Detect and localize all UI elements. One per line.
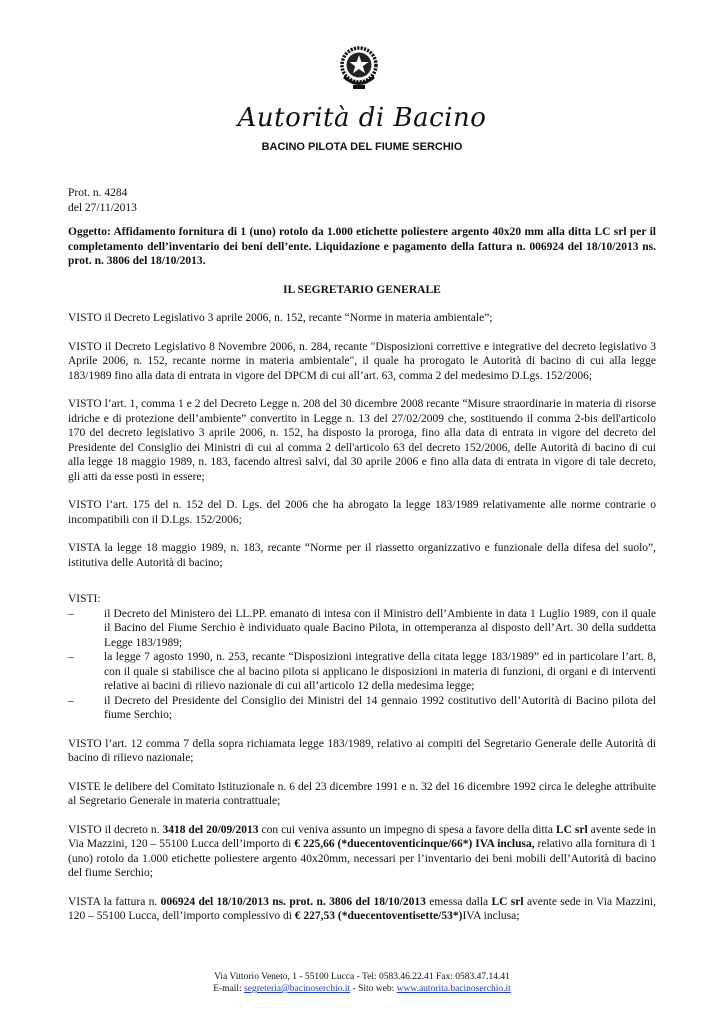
invoice-number: 006924 del 18/10/2013 ns. prot. n. 3806 del 18/10/2013 xyxy=(160,895,426,908)
email-link[interactable]: segreteria@bacinoserchio.it xyxy=(244,984,351,994)
amount: € 227,53 (*duecentoventisette/53*) xyxy=(294,910,463,922)
italian-republic-emblem-icon xyxy=(338,44,380,94)
company-name: LC srl xyxy=(555,823,588,836)
paragraph: VISTO l’art. 12 comma 7 della sopra richiamata legge 183/1989, relativo ai compiti del Segretario Generale delle Autorità di bacino di rilievo nazionale; xyxy=(68,737,656,764)
list-item: – il Decreto del Presidente del Consiglio dei Ministri del 14 gennaio 1992 costitutivo dell’Autorità di Bacino pilota del fiume Serchio; xyxy=(68,694,656,723)
authority-subtitle: BACINO PILOTA DEL FIUME SERCHIO xyxy=(261,141,463,153)
decreto-number: 3418 del 20/09/2013 xyxy=(162,823,259,836)
paragraph: VISTA la legge 18 maggio 1989, n. 183, recante “Norme per il riassetto organizzativo e funzionale della difesa del suolo”, istitutiva delle Autorità di bacino; xyxy=(68,542,656,569)
protocol-number: Prot. n. 4284 xyxy=(68,187,128,199)
visti-label: VISTI: xyxy=(68,593,101,605)
subject-paragraph: Oggetto: Affidamento fornitura di 1 (uno) rotolo da 1.000 etichette poliestere argento 40x20 mm alla ditta LC srl per il completamento dell’inventario dei beni dell’ente. Liquidazione e pagamento della fattura n. 006924 del 18/10/2013 ns. prot. n. 3806 del 18/10/2013. xyxy=(68,226,656,267)
authority-title: Autorità di Bacino xyxy=(237,103,487,133)
protocol-date: del 27/11/2013 xyxy=(68,202,137,214)
website-link[interactable]: www.autorita.bacinoserchio.it xyxy=(396,984,511,994)
protocol-block xyxy=(68,186,137,216)
fattura-paragraph: VISTA la fattura n. 006924 del 18/10/2013 ns. prot. n. 3806 del 18/10/2013 emessa dalla LC srl avente sede in Via Mazzini, 120 – 55100 Lucca, dell’importo complessivo di € 227,53 (*duecentoventisette/53*)IVA inclusa; xyxy=(68,895,656,922)
footer xyxy=(0,971,724,995)
footer-contacts: E-mail: segreteria@bacinoserchio.it - Sito web: www.autorita.bacinoserchio.it xyxy=(213,984,511,994)
footer-address: Via Vittorio Veneto, 1 - 55100 Lucca - Tel: 0583.46.22.41 Fax: 0583.47.14.41 xyxy=(214,972,510,982)
paragraph: VISTO il Decreto Legislativo 3 aprile 2006, n. 152, recante “Norme in materia ambientale”; xyxy=(68,312,493,324)
paragraph: VISTO l’art. 175 del n. 152 del D. Lgs. del 2006 che ha abrogato la legge 183/1989 relativamente alle norme contrarie o incompatibili con il D.Lgs. 152/2006; xyxy=(68,499,656,526)
paragraph: VISTO il Decreto Legislativo 8 Novembre 2006, n. 284, recante "Disposizioni correttive e integrative del decreto legislativo 3 Aprile 2006, n. 152, recante norme in materia ambientale", il quale ha prorogato le Autorità di bacino di cui alla legge 183/1989 fino alla data di entrata in vigore del DPCM di cui all’art. 63, comma 2 del medesimo D.Lgs. 152/2006; xyxy=(68,340,656,382)
document-body xyxy=(68,225,656,938)
section-heading: IL SEGRETARIO GENERALE xyxy=(283,283,441,296)
company-name: LC srl xyxy=(491,895,524,908)
list-item: – il Decreto del Ministero dei LL.PP. emanato di intesa con il Ministro dell’Ambiente in data 1 Luglio 1989, con il quale il Bacino del Fiume Serchio è individuato quale Bacino Pilota, in ottemperanza al disposto dell’Art. 30 della suddetta Legge 183/1989; xyxy=(68,607,656,651)
visti-list xyxy=(68,607,656,723)
paragraph: VISTO l’art. 1, comma 1 e 2 del Decreto Legge n. 208 del 30 dicembre 2008 recante “Misure straordinarie in materia di risorse idriche e di protezione dell’ambiente” convertito in Legge n. 13 del 27/02/2009 che, sostituendo il comma 2-bis dell'articolo 170 del decreto legislativo 3 aprile 2006, n. 152, ha disposto la proroga, fino alla data di entrata in vigore del decreto del Presidente del Consiglio dei Ministri di cui al comma 2 dell'articolo 63 del decreto 152/2006, delle Autorità di bacino di cui alla legge 18 maggio 1989, n. 183, facendo altresì salvi, dal 30 aprile 2006 e fino alla data di entrata in vigore di tale decreto, gli atti da esse posti in essere; xyxy=(68,398,656,483)
list-item: – la legge 7 agosto 1990, n. 253, recante “Disposizioni integrative della citata legge 183/1989” ed in particolare l’art. 8, con il quale si stabilisce che al bacino pilota si applicano le disposizioni in materia di funzioni, di organi e di interventi relative ai bacini di rilievo nazionale di cui all’articolo 12 della medesima legge; xyxy=(68,650,656,694)
paragraph: VISTE le delibere del Comitato Istituzionale n. 6 del 23 dicembre 1991 e n. 32 del 16 dicembre 1992 circa le deleghe attribuite al Segretario Generale in materia contrattuale; xyxy=(68,780,656,807)
amount: € 225,66 (*duecentoventicinque/66*) IVA inclusa, xyxy=(294,838,535,850)
decreto-paragraph: VISTO il decreto n. 3418 del 20/09/2013 con cui veniva assunto un impegno di spesa a favore della ditta LC srl avente sede in Via Mazzini, 120 – 55100 Lucca dell’importo di € 225,66 (*duecentoventicinque/66*) IVA inclusa, relativo alla fornitura di 1 (uno) rotolo da 1.000 etichette poliestere argento 40x20mm, necessari per l’inventario dei beni mobili dell’Autorità di bacino del fiume Serchio; xyxy=(68,823,657,879)
